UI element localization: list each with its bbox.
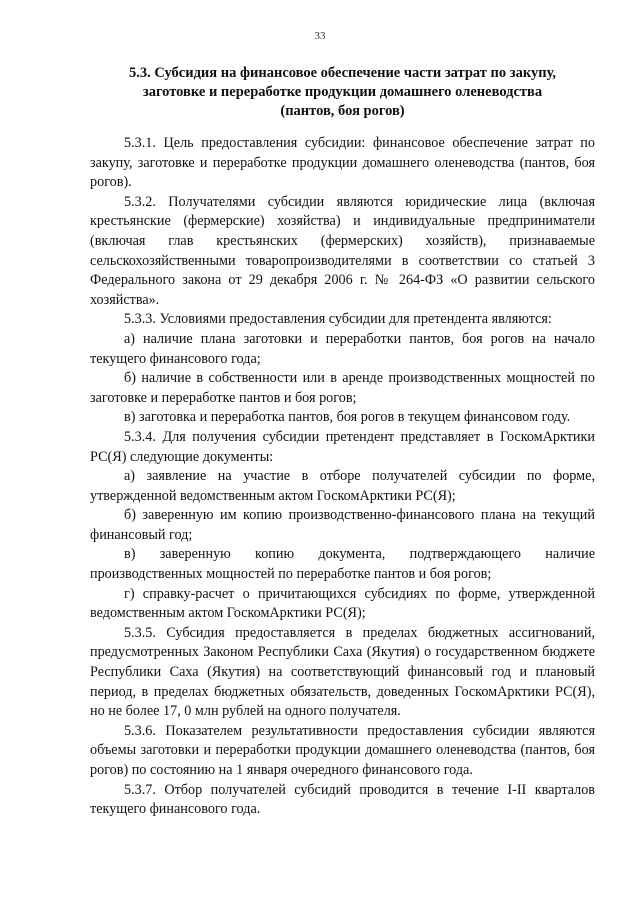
document-body <box>90 134 595 820</box>
paragraph-5-3-2: 5.3.2. Получателями субсидии являются юридические лица (включая крестьянские (фермерские) хозяйства) и индивидуальные предприниматели (включая глав крестьянских (фермерских) хозяйств), признаваемые сельскохозяйственными товаропроизводителями в соответствии со статьей 3 Федерального закона от 29 декабря 2006 г. № 264-ФЗ «О развитии сельского хозяйства». <box>90 193 595 308</box>
page-number: 33 <box>314 30 326 42</box>
paragraph-5-3-4-b: б) заверенную им копию производственно-финансового плана на текущий финансовый год; <box>90 507 595 543</box>
paragraph-5-3-3-v: в) заготовка и переработка пантов, боя рогов в текущем финансовом году. <box>124 409 571 426</box>
paragraph-5-3-3: 5.3.3. Условиями предоставления субсидии для претендента являются: <box>124 311 552 328</box>
section-heading-line-1: 5.3. Субсидия на финансовое обеспечение части затрат по закупу, <box>129 65 556 81</box>
paragraph-5-3-3-b: б) наличие в собственности или в аренде производственных мощностей по заготовке и переработке пантов и боя рогов; <box>90 370 595 406</box>
section-heading-line-2: заготовке и переработке продукции домашнего оленеводства <box>142 84 543 100</box>
paragraph-5-3-4: 5.3.4. Для получения субсидии претендент представляет в ГоскомАрктики РС(Я) следующие документы: <box>90 428 595 465</box>
paragraph-5-3-3-a: а) наличие плана заготовки и переработки пантов, боя рогов на начало текущего финансового года; <box>90 330 595 367</box>
paragraph-5-3-6: 5.3.6. Показателем результативности предоставления субсидии являются объемы заготовки и переработки продукции домашнего оленеводства (пантов, боя рогов) по состоянию на 1 января очередного финансового года. <box>90 722 595 778</box>
section-heading <box>90 64 595 121</box>
paragraph-5-3-4-v: в) заверенную копию документа, подтверждающего наличие производственных мощностей по переработке пантов и боя рогов; <box>90 546 595 583</box>
paragraph-5-3-4-g: г) справку-расчет о причитающихся субсидиях по форме, утвержденной ведомственным актом ГоскомАрктики РС(Я); <box>90 585 595 622</box>
section-heading-line-3: (пантов, боя рогов) <box>280 103 405 119</box>
paragraph-5-3-5: 5.3.5. Субсидия предоставляется в пределах бюджетных ассигнований, предусмотренных Законом Республики Саха (Якутия) о государственном бюджете Республики Саха (Якутия) на соответствующий финансовый год и плановый период, в пределах бюджетных обязательств, доведенных ГоскомАрктики РС(Я), но не более 17, 0 млн рублей на одного получателя. <box>90 624 595 720</box>
paragraph-5-3-4-a: а) заявление на участие в отборе получателей субсидии по форме, утвержденной ведомственным актом ГоскомАрктики РС(Я); <box>90 468 595 504</box>
paragraph-5-3-7: 5.3.7. Отбор получателей субсидий проводится в течение I-II кварталов текущего финансового года. <box>90 781 595 818</box>
paragraph-5-3-1: 5.3.1. Цель предоставления субсидии: финансовое обеспечение затрат по закупу, заготовке и переработке продукции домашнего оленеводства (пантов, боя рогов). <box>90 135 595 191</box>
